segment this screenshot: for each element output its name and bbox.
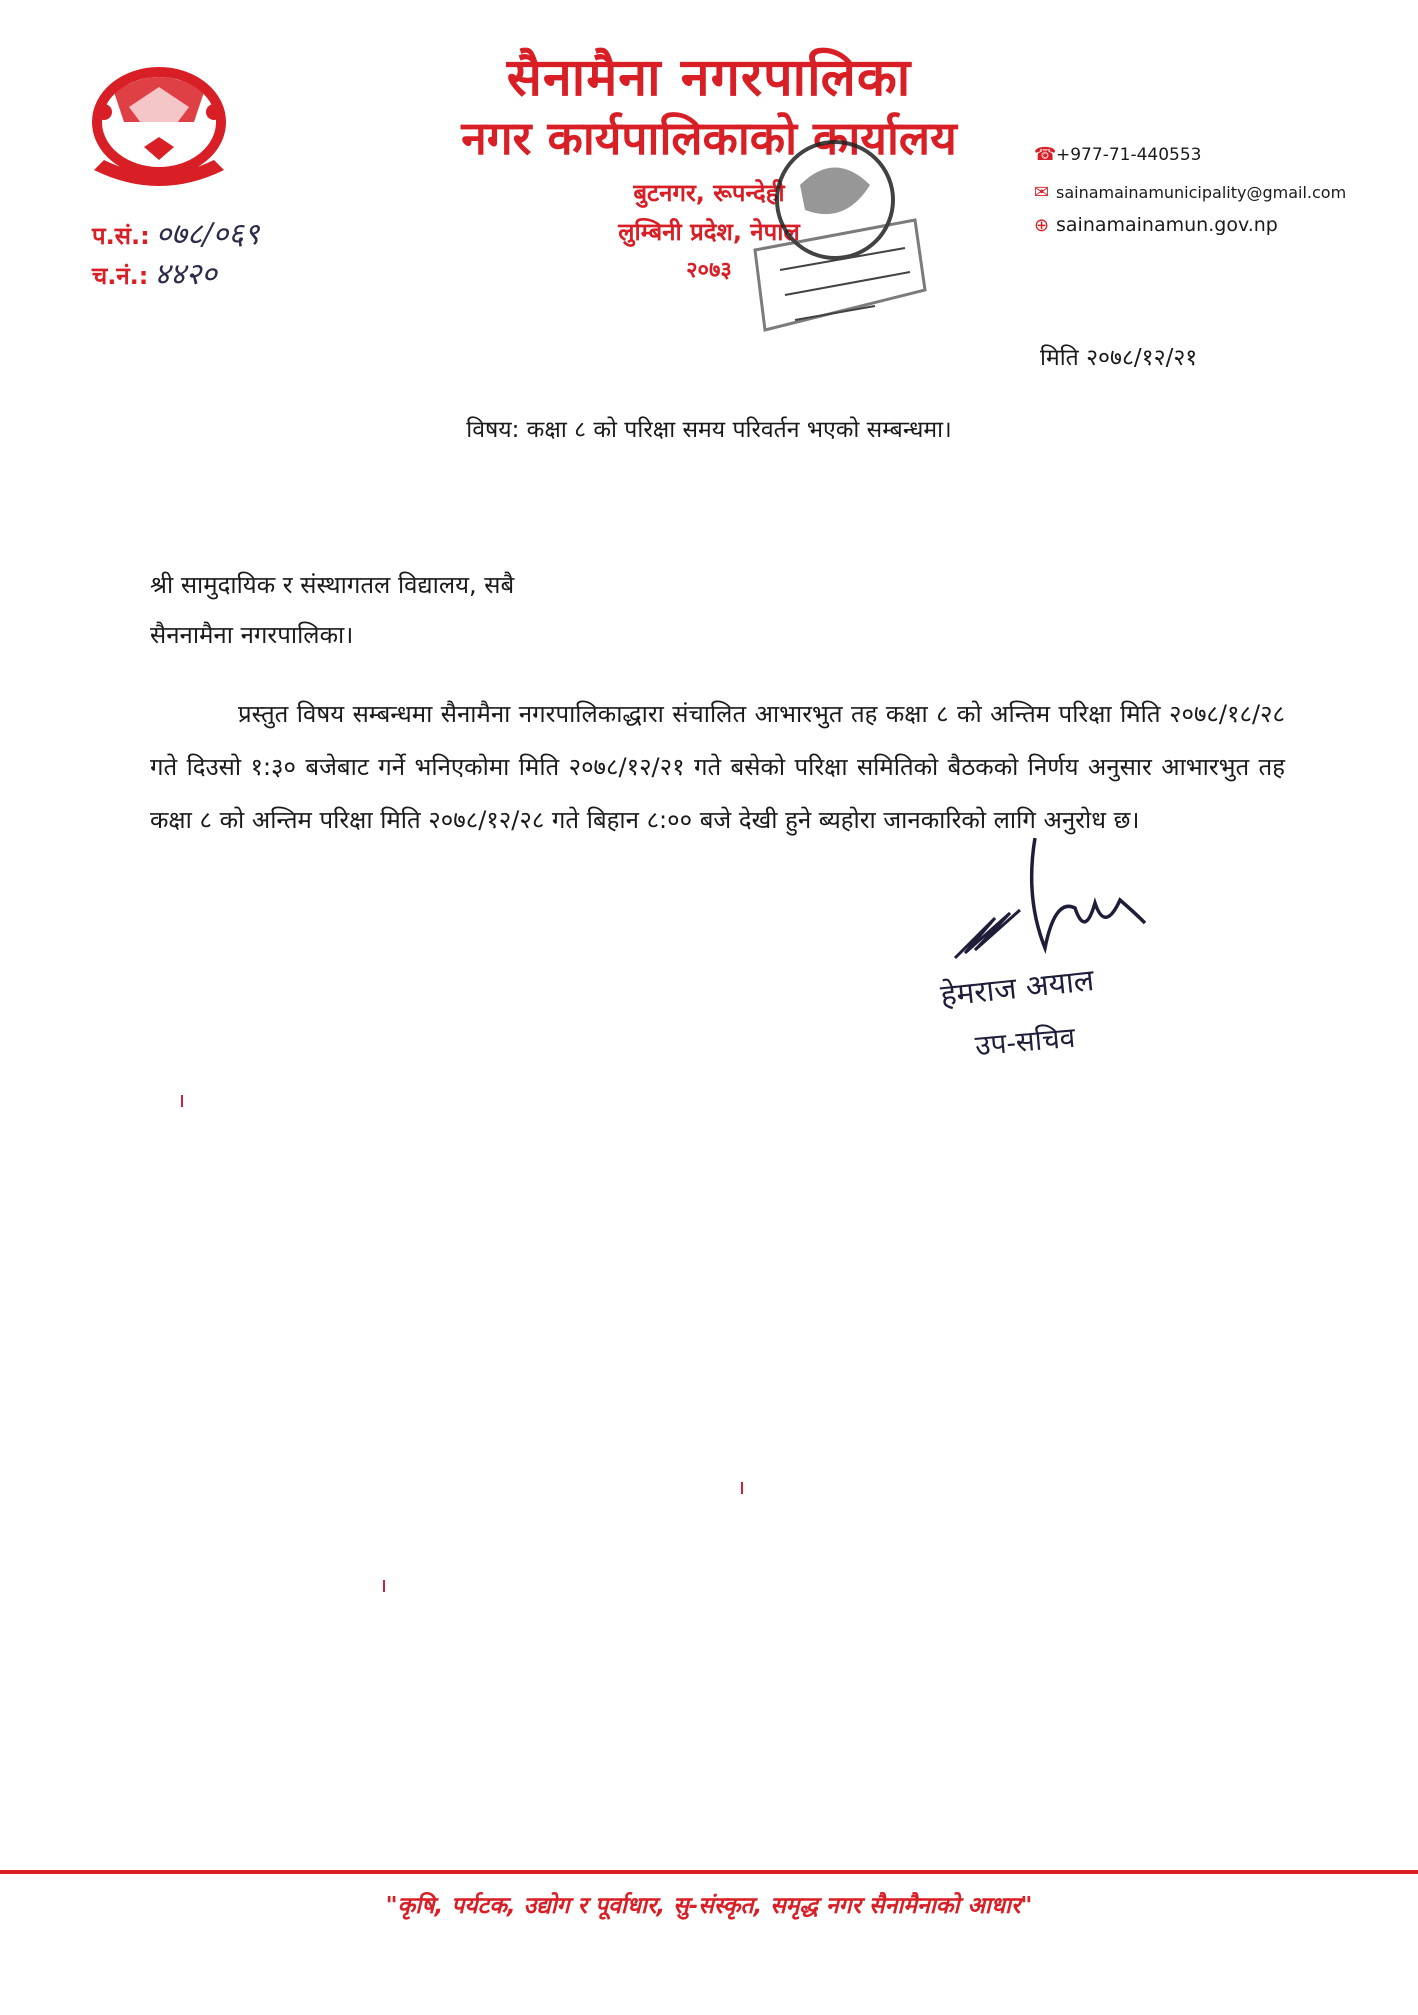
address-line-1: बुटनगर, रूपन्देही bbox=[633, 179, 785, 207]
website-text[interactable]: sainamainamun.gov.np bbox=[1056, 214, 1278, 236]
footer-slogan: "कृषि, पर्यटक, उद्योग र पूर्वाधार, सु-संस्कृत, समृद्ध नगर सैनामैनाको आधार" bbox=[385, 1893, 1033, 1919]
cn-label: च.नं.: bbox=[92, 262, 149, 290]
cn-value: ४४२० bbox=[154, 257, 217, 292]
signatory-name: हेमराज अयाल bbox=[938, 963, 1096, 1014]
footer-divider bbox=[0, 1870, 1418, 1874]
letter-date: मिति २०७८/१२/२१ bbox=[1040, 345, 1198, 371]
stray-mark bbox=[181, 1095, 183, 1107]
contact-phone bbox=[1034, 144, 1202, 165]
contact-website bbox=[1034, 214, 1278, 236]
ps-value: ०७८/०६९ bbox=[155, 217, 260, 252]
ps-label: प.सं.: bbox=[92, 222, 150, 250]
signatory-title: उप-सचिव bbox=[973, 1020, 1077, 1063]
contact-email bbox=[1034, 182, 1346, 203]
stray-mark bbox=[741, 1482, 743, 1494]
subject-line: विषय: कक्षा ८ को परिक्षा समय परिवर्तन भएको सम्बन्धमा। bbox=[466, 417, 952, 443]
phone-icon: ☎ bbox=[1034, 144, 1057, 165]
body-paragraph: प्रस्तुत विषय सम्बन्धमा सैनामैना नगरपालिकाद्धारा संचालित आभारभुत तह कक्षा ८ को अन्तिम परिक्षा मिति २०७८/१८/२८ गते दिउसो १:३० बजेबाट गर्ने भनिएकोमा मिति २०७८/१२/२१ गते बसेको परिक्षा समितिको बैठकको निर्णय अनुसार आभारभुत तह कक्षा ८ को अन्तिम परिक्षा मिति २०७८/१२/२८ गते बिहान ८:०० बजे देखी हुने ब्यहोरा जानकारिको लागि अनुरोध छ। bbox=[150, 700, 1285, 834]
recipient-line-2: सैननामैना नगरपालिका। bbox=[150, 621, 354, 649]
office-stamp-icon bbox=[725, 130, 935, 350]
recipient-line-1: श्री सामुदायिक र संस्थागतल विद्यालय, सबै bbox=[150, 571, 515, 599]
org-name: सैनामैना नगरपालिका bbox=[506, 48, 912, 108]
address-line-2: लुम्बिनी प्रदेश, नेपाल bbox=[618, 218, 800, 246]
ref-cn bbox=[92, 252, 217, 293]
mail-icon: ✉ bbox=[1034, 182, 1050, 203]
email-text[interactable]: sainamainamunicipality@gmail.com bbox=[1056, 183, 1347, 202]
web-icon: ⊕ bbox=[1034, 215, 1050, 236]
phone-text: +977-71-440553 bbox=[1056, 145, 1202, 165]
stray-mark bbox=[383, 1580, 385, 1592]
address-line-3: २०७३ bbox=[686, 258, 732, 283]
ref-ps bbox=[92, 212, 259, 253]
office-name: नगर कार्यपालिकाको कार्यालय bbox=[461, 111, 957, 165]
